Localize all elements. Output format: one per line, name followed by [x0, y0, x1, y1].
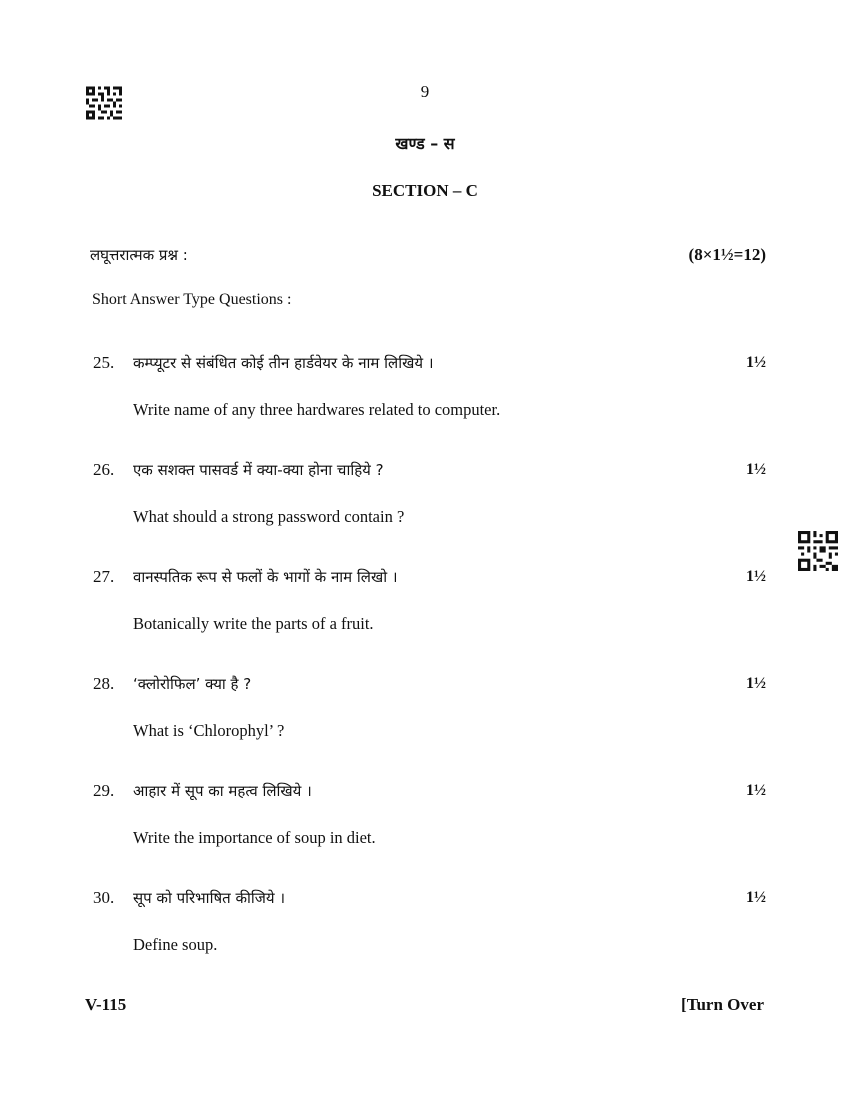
question-marks: 1½ — [746, 354, 766, 371]
question-text-english: What is ‘Chlorophyl’ ? — [133, 721, 285, 740]
instruction-hindi: लघूत्तरात्मक प्रश्न : — [90, 246, 188, 264]
question-marks: 1½ — [746, 782, 766, 799]
question-text-english: What should a strong password contain ? — [133, 507, 405, 526]
question-text-hindi: सूप को परिभाषित कीजिये । — [133, 889, 286, 907]
question-text-hindi: ‘क्लोरोफिल’ क्या है ? — [133, 675, 252, 693]
question-text-english: Write name of any three hardwares related to computer. — [133, 400, 501, 419]
instruction-english: Short Answer Type Questions : — [92, 291, 292, 308]
question-number: 28. — [93, 674, 115, 693]
question-number: 27. — [93, 567, 115, 586]
question-text-hindi: कम्प्यूटर से संबंधित कोई तीन हार्डवेयर के नाम लिखिये । — [133, 354, 434, 372]
page-number: 9 — [420, 82, 430, 101]
total-marks: (8×1½=12) — [688, 245, 766, 264]
question-marks: 1½ — [746, 675, 766, 692]
question-number: 26. — [93, 460, 115, 479]
question-text-english: Botanically write the parts of a fruit. — [133, 614, 374, 633]
question-text-english: Define soup. — [133, 935, 218, 954]
paper-code: V-115 — [85, 995, 127, 1014]
qr-code-right — [798, 531, 838, 571]
question-marks: 1½ — [746, 889, 766, 906]
question-number: 25. — [93, 353, 115, 372]
question-text-hindi: एक सशक्त पासवर्ड में क्या-क्या होना चाहिये ? — [133, 461, 384, 479]
question-text-english: Write the importance of soup in diet. — [133, 828, 376, 847]
section-heading-english: SECTION – C — [372, 181, 478, 200]
question-text-hindi: आहार में सूप का महत्व लिखिये । — [133, 782, 312, 800]
question-marks: 1½ — [746, 568, 766, 585]
question-number: 29. — [93, 781, 115, 800]
question-marks: 1½ — [746, 461, 766, 478]
section-heading-hindi: खण्ड – स — [395, 134, 455, 153]
turn-over-note: [Turn Over — [681, 995, 764, 1014]
question-number: 30. — [93, 888, 115, 907]
question-text-hindi: वानस्पतिक रूप से फलों के भागों के नाम लिखो । — [133, 568, 398, 586]
